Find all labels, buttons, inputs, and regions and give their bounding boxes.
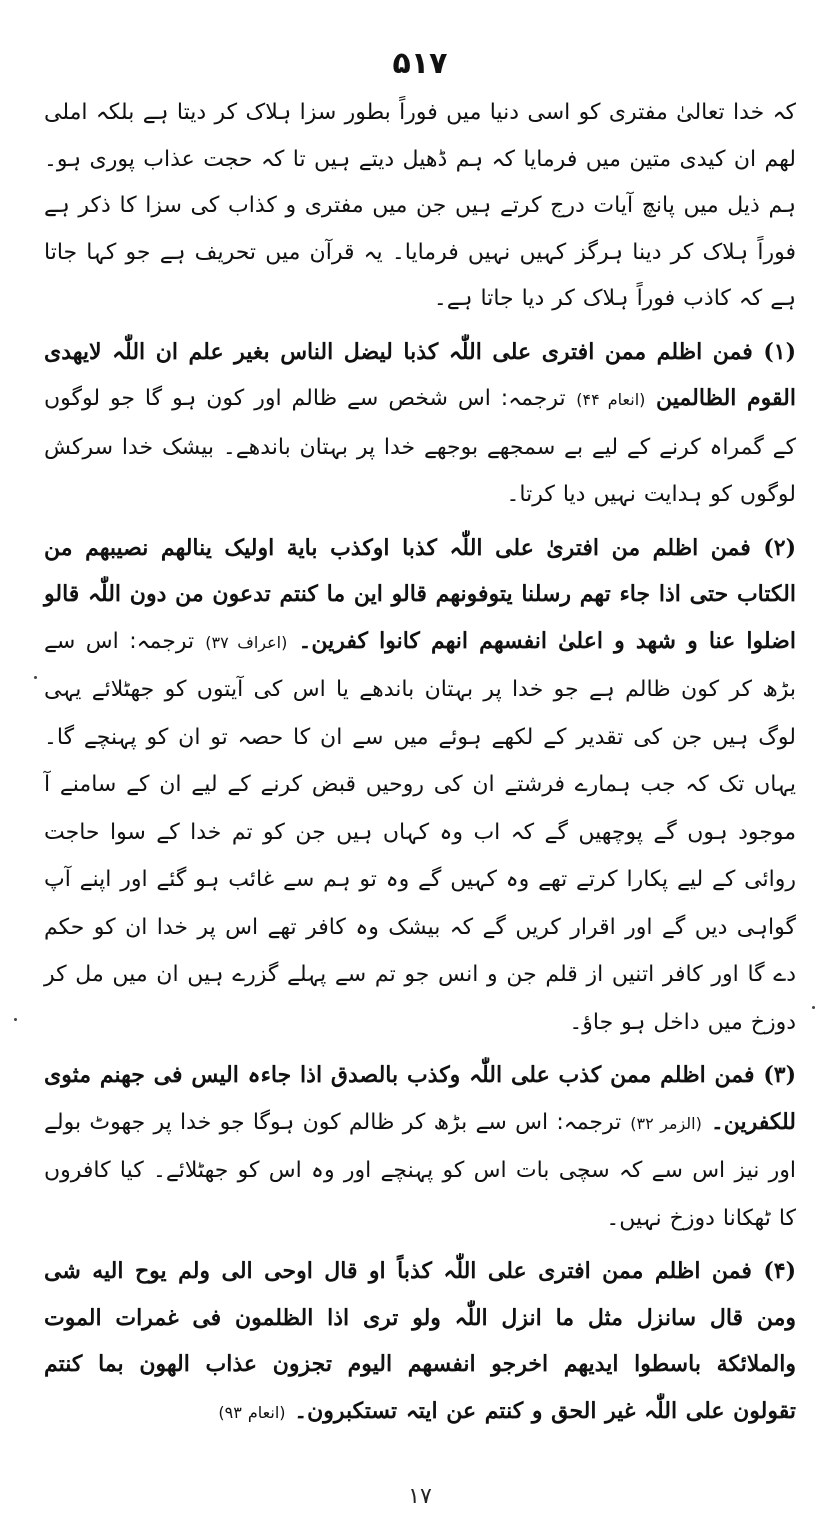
verse-2-arabic: (۲) فمن اظلم من افتریٰ علی اللّٰہ کذبا اوکذب بایة اولیک ینالھم نصیبھم من الکتاب حتی اذا جاء تھم رسلنا یتوفونھم قالو این ما کنتم تدعون من دون اللّٰہ قالو اضلوا عنا و شھد و اعلیٰ انفسھم انھم کانوا کفرین۔ — [44, 534, 796, 654]
footer-signature-mark: ۱۷ — [408, 1484, 432, 1509]
verse-3-paragraph — [44, 1052, 796, 1242]
verse-4-arabic: (۴) فمن اظلم ممن افتری علی اللّٰہ کذباً او قال اوحی الی ولم یوح الیه شی ومن قال سانزل مثل ما انزل اللّٰہ ولو تری اذا الظلمون فی غمرات الموت والملائکة باسطوا ایدیھم اخرجو انفسھم الیوم تجزون عذاب الھون بما کنتم تقولون علی اللّٰہ غیر الحق و کنتم عن ایتہ تستکبرون۔ — [44, 1258, 796, 1424]
verse-2-paragraph — [44, 525, 796, 1047]
page-number: ۵۱۷ — [392, 46, 448, 81]
verse-4-paragraph — [44, 1248, 796, 1436]
margin-speck — [14, 1018, 17, 1021]
margin-speck — [34, 676, 37, 679]
verse-3-translation: ترجمہ: اس سے بڑھ کر ظالم کون ہوگا جو خدا پر جھوٹ بولے اور نیز اس سے کہ سچی بات اس کو پہنچے اور وہ اس کو جھٹلائے۔ کیا کافروں کا ٹھکانا دوزخ نہیں۔ — [44, 1109, 796, 1231]
verse-3-arabic: (۳) فمن اظلم ممن کذب علی اللّٰہ وکذب بالصدق اذا جاءہ الیس فی جھنم مثوی للکفرین۔ — [44, 1062, 797, 1135]
margin-speck — [812, 1006, 815, 1009]
verse-3-reference: (الزمر ۳۲) — [630, 1113, 702, 1133]
verse-1-paragraph — [44, 329, 796, 519]
verse-1-arabic: (۱) فمن اظلم ممن افتری علی اللّٰہ کذبا لیضل الناس بغیر علم ان اللّٰہ لایھدی القوم الظالمین — [44, 338, 796, 411]
verse-1-reference: (انعام ۴۴) — [576, 390, 646, 409]
verse-2-reference: (اعراف ۳۷) — [205, 632, 288, 652]
verse-1-translation: ترجمہ: اس شخص سے ظالم اور کون ہو گا جو لوگوں کے گمراہ کرنے کے لیے بے سمجھے بوجھے خدا پر بہتان باندھے۔ بیشک خدا سرکش لوگوں کو ہدایت نہیں دیا کرتا۔ — [44, 386, 797, 507]
verse-4-reference: (انعام ۹۳) — [218, 1402, 286, 1422]
verse-2-translation: ترجمہ: اس سے بڑھ کر کون ظالم ہے جو خدا پر بہتان باندھے یا اس کی آیتوں کو جھٹلائے یہی لوگ ہیں جن کی تقدیر کے لکھے ہوئے میں سے ان کا حصہ تو ان کو پہنچے گا۔ یہاں تک کہ جب ہمارے فرشتے ان کی روحیں قبض کرنے کے لیے ان کے سامنے آ موجود ہوں گے پوچھیں گے کہ اب وہ کہاں ہیں جن کو تم خدا کے سوا حاجت روائی کے لیے پکارا کرتے تھے وہ کہیں گے وہ تو ہم سے غائب ہو گئے اور اپنے آپ گواہی دیں گے اور اقرار کریں گے کہ بیشک وہ کافر تھے اس پر خدا ان کو حکم دے گا اور کافر اتنیں از قلم جن و انس جو تم سے پہلے گزرے ہیں ان میں مل کر دوزخ میں داخل ہو جاؤ۔ — [44, 628, 796, 1035]
intro-paragraph: کہ خدا تعالیٰ مفتری کو اسی دنیا میں فوراً بطور سزا ہلاک کر دیتا ہے بلکہ املی لھم ان کیدی متین میں فرمایا کہ ہم ڈھیل دیتے ہیں تا کہ حجت عذاب پوری ہو۔ ہم ذیل میں پانچ آیات درج کرتے ہیں جن میں مفتری و کذاب کی سزا کا ذکر ہے فوراً ہلاک کر دینا ہرگز کہیں نہیں فرمایا۔ یہ قرآن میں تحریف ہے جو کہا جاتا ہے کہ کاذب فوراً ہلاک کر دیا جاتا ہے۔ — [44, 100, 796, 311]
